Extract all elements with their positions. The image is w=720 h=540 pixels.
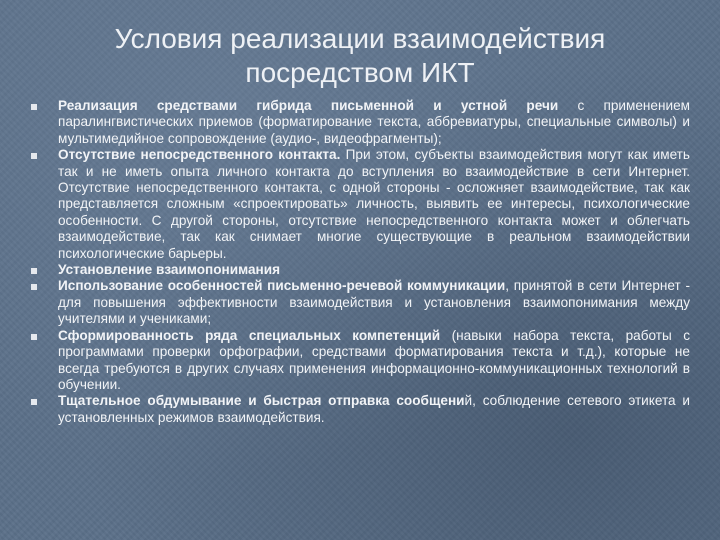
bullet-bold-text: Сформированность ряда специальных компетенций <box>58 327 441 343</box>
bullet-item <box>28 278 690 327</box>
square-bullet-icon <box>31 334 37 340</box>
title-line-2: посредством ИКТ <box>245 57 475 88</box>
bullet-list <box>28 98 690 426</box>
slide-title <box>60 22 660 90</box>
bullet-text: с применением паралингвистических приемов (форматирование текста, аббревиатуры, специальные символы) и мультимедийное сопровождение (аудио-, видеофрагменты); <box>58 98 690 146</box>
bullet-text: й, соблюдение сетевого этикета и установленных режимов взаимодействия. <box>58 393 690 425</box>
title-line-1: Условия реализации взаимодействия <box>114 23 606 54</box>
bullet-bold-text: Реализация средствами гибрида письменной и устной речи <box>58 98 559 113</box>
bullet-bold-text: Отсутствие непосредственного контакта. <box>58 147 341 163</box>
bullet-text: (навыки набора текста, работы с программами проверки орфографии, средствами форматирования текста и т.д.), которые не всегда требуются в других случаях применения информационно-коммуникационных технологий в обучении. <box>58 327 691 392</box>
bullet-bold-text: Использование особенностей письменно-речевой коммуникации <box>58 278 506 294</box>
bullet-item <box>28 147 690 262</box>
bullet-item <box>28 393 690 426</box>
bullet-item <box>28 328 690 394</box>
bullet-bold-text: Тщательное обдумывание и быстрая отправка сообщени <box>58 393 465 409</box>
square-bullet-icon <box>31 399 37 405</box>
bullet-text: , принятой в сети Интернет - для повышения эффективности взаимодействия и установления взаимопонимания между учителями и учениками; <box>58 278 691 327</box>
bullet-item <box>28 98 690 147</box>
bullet-text: При этом, субъекты взаимодействия могут как иметь так и не иметь опыта личного контакта до вступления во взаимодействие в сети Интернет. Отсутствие непосредственного контакта, с одной стороны - осложняет взаимодействие, так как представляется сложным «спроектировать» личность, выявить ее интересы, психологические особенности. С другой стороны, отсутствие непосредственного контакта может и облегчать взаимодействие, так как снимает многие существующие в реальном взаимодействии психологические барьеры. <box>58 147 690 261</box>
square-bullet-icon <box>31 153 37 159</box>
bullet-bold-text: Установление взаимопонимания <box>58 262 281 278</box>
bullet-item <box>28 262 690 278</box>
square-bullet-icon <box>31 268 37 274</box>
square-bullet-icon <box>31 104 37 110</box>
square-bullet-icon <box>31 284 37 290</box>
